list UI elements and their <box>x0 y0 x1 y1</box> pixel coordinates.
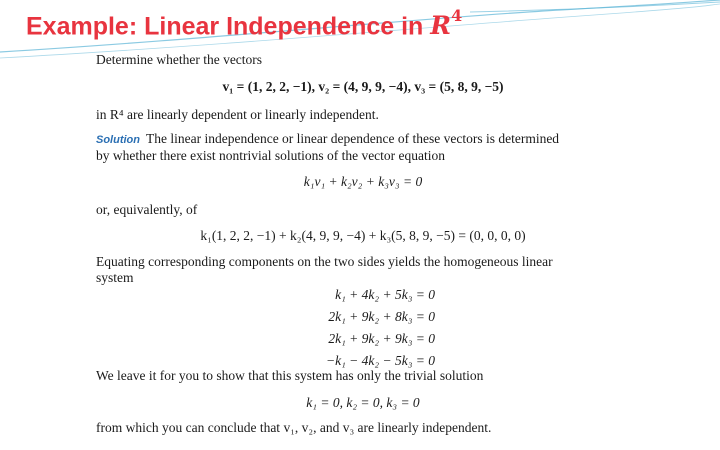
system-equation: −k₁ − 4k₂ − 5k₃ = 0 <box>326 353 435 368</box>
slide-title <box>26 6 463 41</box>
intro-text: Determine whether the vectors <box>96 52 263 67</box>
conclusion-text: from which you can conclude that v₁, v₂, and v₃ are linearly independent. <box>96 420 492 435</box>
slide-title-math: $R^4$ <box>430 6 463 41</box>
slide-title-exponent: 4 <box>451 6 463 25</box>
solution-paragraph-line-2: by whether there exist nontrivial solutions of the vector equation <box>96 148 446 163</box>
system-equation: 2k₁ + 9k₂ + 8k₃ = 0 <box>328 309 435 324</box>
system-equation: 2k₁ + 9k₂ + 9k₃ = 0 <box>328 331 435 346</box>
slide-title-text: Example: Linear Independence in <box>26 12 431 41</box>
textbook-excerpt <box>96 44 630 444</box>
solution-text-1: The linear independence or linear dependence of these vectors is determined <box>146 131 560 146</box>
linear-system <box>295 287 435 375</box>
vector-equation: k₁v₁ + k₂v₂ + k₃v₃ = 0 <box>303 174 423 189</box>
system-equation: k₁ + 4k₂ + 5k₃ = 0 <box>335 287 435 302</box>
equating-line-1: Equating corresponding components on the two sides yields the homogeneous linear <box>96 254 553 269</box>
equating-line-2: system <box>96 270 134 285</box>
vectors-definition: v₁ = (1, 2, 2, −1), v₂ = (4, 9, 9, −4), v₃ = (5, 8, 9, −5) <box>222 79 504 94</box>
solution-label: Solution <box>96 134 140 146</box>
equivalently-text: or, equivalently, of <box>96 202 198 217</box>
trivial-solution: k₁ = 0, k₂ = 0, k₃ = 0 <box>306 395 420 410</box>
component-equation: k₁(1, 2, 2, −1) + k₂(4, 9, 9, −4) + k₃(5, 8, 9, −5) = (0, 0, 0, 0) <box>200 228 526 243</box>
space-statement: in R⁴ are linearly dependent or linearly independent. <box>96 107 379 122</box>
solution-paragraph-line-1 <box>96 131 559 148</box>
leave-it-text: We leave it for you to show that this system has only the trivial solution <box>96 368 484 383</box>
